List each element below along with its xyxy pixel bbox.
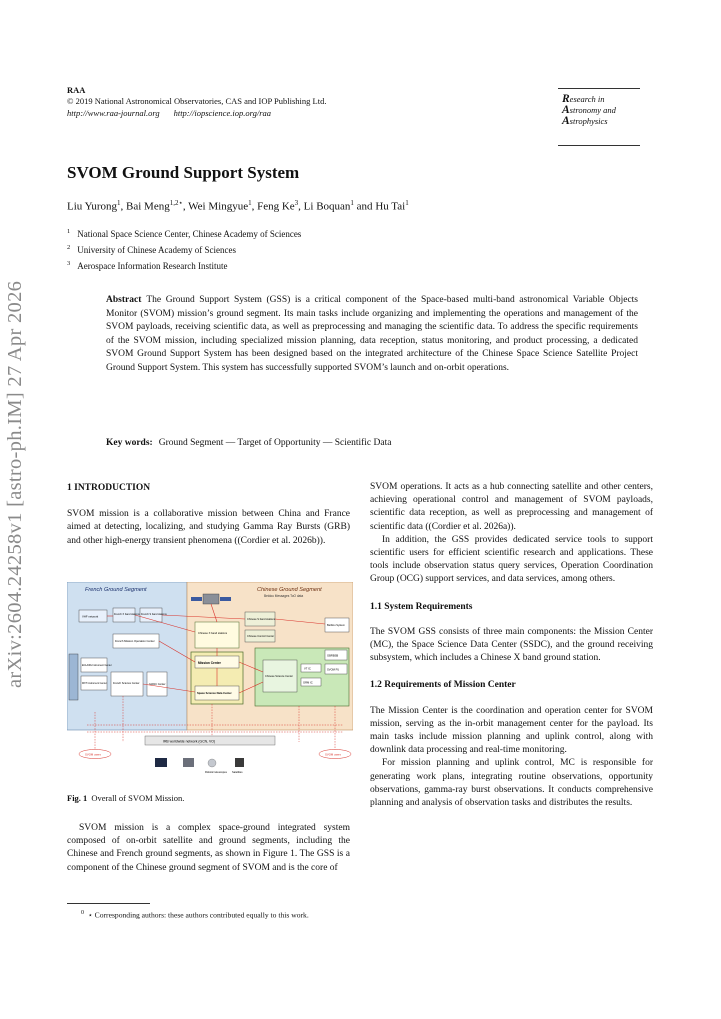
- logo-initial-a2: A: [562, 115, 570, 127]
- affiliation-item: [67, 241, 301, 257]
- footnote-divider: [67, 903, 150, 904]
- svom-mission-diagram: [67, 582, 353, 782]
- journal-logo-box: [558, 88, 640, 146]
- intro-paragraph-2: SVOM mission is a complex space-ground integrated system composed of on-orbit satellite and ground segments, including the Chinese and French ground segments, as shown in Figure 1. The GSS is a component of the Chinese ground segment of SVOM and is the core of: [67, 823, 350, 873]
- system-requirements-paragraph: The SVOM GSS consists of three main components: the Mission Center (MC), the Space Science Data Center (SSDC), and the ground receiving subsystem, which includes a Chinese X band ground station.: [370, 626, 653, 664]
- figure-caption-label: Fig. 1: [67, 793, 88, 803]
- french-segment-bg: [67, 582, 187, 730]
- section-heading-system-requirements: 1.1 System Requirements: [370, 601, 473, 612]
- author-name: Li Boquan: [303, 200, 351, 213]
- author-name: Wei Mingyue: [188, 200, 249, 213]
- french-s-band-label: French S band stations: [141, 613, 167, 616]
- author-affiliation-marker: 1: [350, 199, 354, 207]
- ssdc-label: Space Science Data Center: [197, 692, 232, 695]
- footnote-marker: 0: [81, 910, 84, 916]
- chinese-x-band-box: [195, 622, 239, 648]
- affiliation-number: 1: [67, 228, 71, 235]
- abstract: [106, 294, 638, 376]
- journal-header: [67, 85, 407, 119]
- vhf-network-label: VHF network: [82, 614, 99, 619]
- logo-text-2: stronomy and: [569, 105, 616, 115]
- mission-center-paragraph-1: The Mission Center is the coordination and operation center for SVOM mission, serving as the in-orbit management center for the payload. Its main tasks include mission planning and uplink control, along with downlink data processing and real-time monitoring.: [370, 705, 653, 756]
- left-column-bottom: [67, 822, 350, 875]
- chinese-segment-title: Chinese Ground Segment: [257, 587, 322, 593]
- footnote-text: ⋆ Corresponding authors: these authors contributed equally to this work.: [88, 910, 309, 920]
- section-heading-mission-center: 1.2 Requirements of Mission Center: [370, 680, 516, 691]
- right-column: [370, 481, 653, 810]
- robotic-label: Robotic telescopes: [205, 771, 227, 774]
- french-x-band-label: French X band stations: [114, 613, 140, 616]
- logo-initial-a: A: [562, 104, 570, 116]
- vt-ic-label: VT IC: [304, 667, 311, 671]
- intro-paragraph-3: In addition, the GSS provides dedicated service tools to support scientific users for efficient scientific research and applications. These tools include observation status query services, Operation Coordination Group (OCG) support services, and data services, among others.: [370, 534, 653, 585]
- author-affiliation-marker: 1: [405, 199, 409, 207]
- figure-caption-text: Overall of SVOM Mission.: [91, 793, 185, 803]
- grm-ic-label: GRM IC: [303, 681, 313, 685]
- observatory-icon: [183, 758, 194, 767]
- gwac-center-label: GWAC Center: [149, 683, 166, 686]
- affiliation-text: National Space Science Center, Chinese Academy of Sciences: [77, 229, 302, 239]
- affiliation-number: 2: [67, 244, 71, 251]
- logo-text-1: esearch in: [569, 94, 605, 104]
- affiliation-text: University of Chinese Academy of Sciences: [77, 245, 236, 255]
- svom-users-left-label: SVOM users: [85, 752, 101, 757]
- robotic-telescope-icon: [208, 759, 216, 767]
- author-name: Liu Yurong: [67, 200, 118, 213]
- affiliation-item: [67, 257, 301, 273]
- affiliation-item: [67, 225, 301, 241]
- french-mission-center-label: French Mission Operation Center: [115, 640, 155, 643]
- abstract-text: The Ground Support System (GSS) is a critical component of the Space-based multi-band astronomical Variable Objects Monitor (SVOM) mission’s ground segment. Its main tasks include organizing and implementing the operations and management of the SVOM payloads, receiving scientific data, as well as preprocessing and managing the scientific data. To address the specific requirements of the SVOM mission, including specialized mission planning, data reception, status monitoring, and product processing, a dedicated SVOM Ground Support System has been designed based on the integrated architecture of the Chinese Space Science Satellite Project Ground Support System. This system has successfully supported SVOM’s launch and on-orbit operations.: [106, 295, 638, 373]
- eclairs-center-label: ECLAIRs Instrument Center: [82, 664, 112, 667]
- author-affiliation-marker: 1: [117, 199, 121, 207]
- svom-users-right-label: SVOM users: [325, 752, 341, 757]
- logo-initial-r: R: [562, 93, 570, 105]
- keywords: [106, 438, 391, 448]
- logo-text-3: strophysics: [569, 116, 608, 126]
- intro-paragraph-1: SVOM mission is a collaborative mission between China and France aimed at detecting, localizing, and studying Gamma Ray Bursts (GRB) and other high-energy transient phenomena ((Cordier et al. 2026b)).: [67, 509, 350, 546]
- author-name: Feng Ke: [257, 200, 295, 213]
- intro-paragraph-continued: SVOM operations. It acts as a hub connecting satellite and other centers, achieving operational control and management of SVOM payloads, scientific data reception, as well as preprocessing and management of scientific data ((Cordier et al. 2026a)).: [370, 482, 653, 532]
- author-affiliation-marker: 3: [294, 199, 299, 207]
- chinese-science-center-label: Chinese Science Center: [265, 675, 293, 678]
- affiliation-list: [67, 225, 301, 273]
- author-affiliation-marker: 1: [248, 199, 252, 207]
- journal-urls: [67, 107, 407, 119]
- affiliation-number: 3: [67, 260, 71, 267]
- iop-url-link[interactable]: http://iopscience.iop.org/raa: [173, 108, 272, 118]
- author-name: Bai Meng: [126, 200, 170, 213]
- french-science-center-label: French Science Center: [113, 682, 140, 685]
- keywords-label: Key words:: [106, 438, 153, 448]
- section-heading-introduction: 1 INTRODUCTION: [67, 483, 151, 493]
- beidou-label: BeiDou System: [327, 624, 345, 627]
- mxt-center-label: MXT Instrument Center: [82, 682, 107, 685]
- gbrbsb-label: GBRBSB: [327, 654, 339, 658]
- journal-url-link[interactable]: http://www.raa-journal.org: [67, 108, 160, 118]
- left-column-top: [67, 482, 350, 548]
- satellite-dish-icon: [235, 758, 244, 767]
- svom-fu-label: SVOM FU: [327, 668, 340, 672]
- keywords-text: Ground Segment — Target of Opportunity — Scientific Data: [158, 438, 392, 448]
- telescope-photo-icon: [155, 758, 167, 767]
- copyright-line: © 2019 National Astronomical Observatories, CAS and IOP Publishing Ltd.: [67, 96, 327, 106]
- author-affiliation-marker: 1,2⋆: [169, 199, 183, 207]
- mission-center-label: Mission Center: [198, 661, 221, 665]
- network-label: IRB worldwide network (GCN, VO): [163, 739, 216, 744]
- author-list: Liu Yurong$^1$, Bai Meng$^{1,2⋆}$, Wei Mingyue$^1$, Feng Ke$^3$, Li Boquan$^1$ and Hu Tai$^1$: [67, 199, 409, 213]
- affiliation-text: Aerospace Information Research Institute: [77, 261, 228, 271]
- chinese-s-band-label: Chinese S band stations: [247, 618, 276, 621]
- mission-center-paragraph-2: For mission planning and uplink control, MC is responsible for generating work plans, integrating routine observations, opportunity observations, gamma-ray burst observations. It conducts comprehensive planning and analysis of observation tasks and distributes the results.: [370, 758, 653, 809]
- abstract-label: Abstract: [106, 295, 142, 305]
- author-name: Hu Tai: [375, 200, 406, 213]
- satellite-control-label: Chinese Control Center: [247, 635, 275, 638]
- footnote: [67, 908, 354, 921]
- satellites-label: Satellites: [232, 771, 243, 774]
- paper-title: SVOM Ground Support System: [67, 163, 300, 182]
- journal-short-name: RAA: [67, 85, 86, 95]
- french-segment-title: French Ground Segment: [85, 587, 147, 593]
- chinese-segment-subtitle: Beidou Messages ToO data: [264, 594, 304, 598]
- french-side-bar: [69, 654, 78, 700]
- figure-caption: [67, 793, 184, 803]
- arxiv-identifier-stamp: arXiv:2604.24258v1 [astro-ph.IM] 27 Apr 2026: [4, 280, 26, 688]
- chinese-x-band-label: Chinese X band stations: [198, 632, 228, 635]
